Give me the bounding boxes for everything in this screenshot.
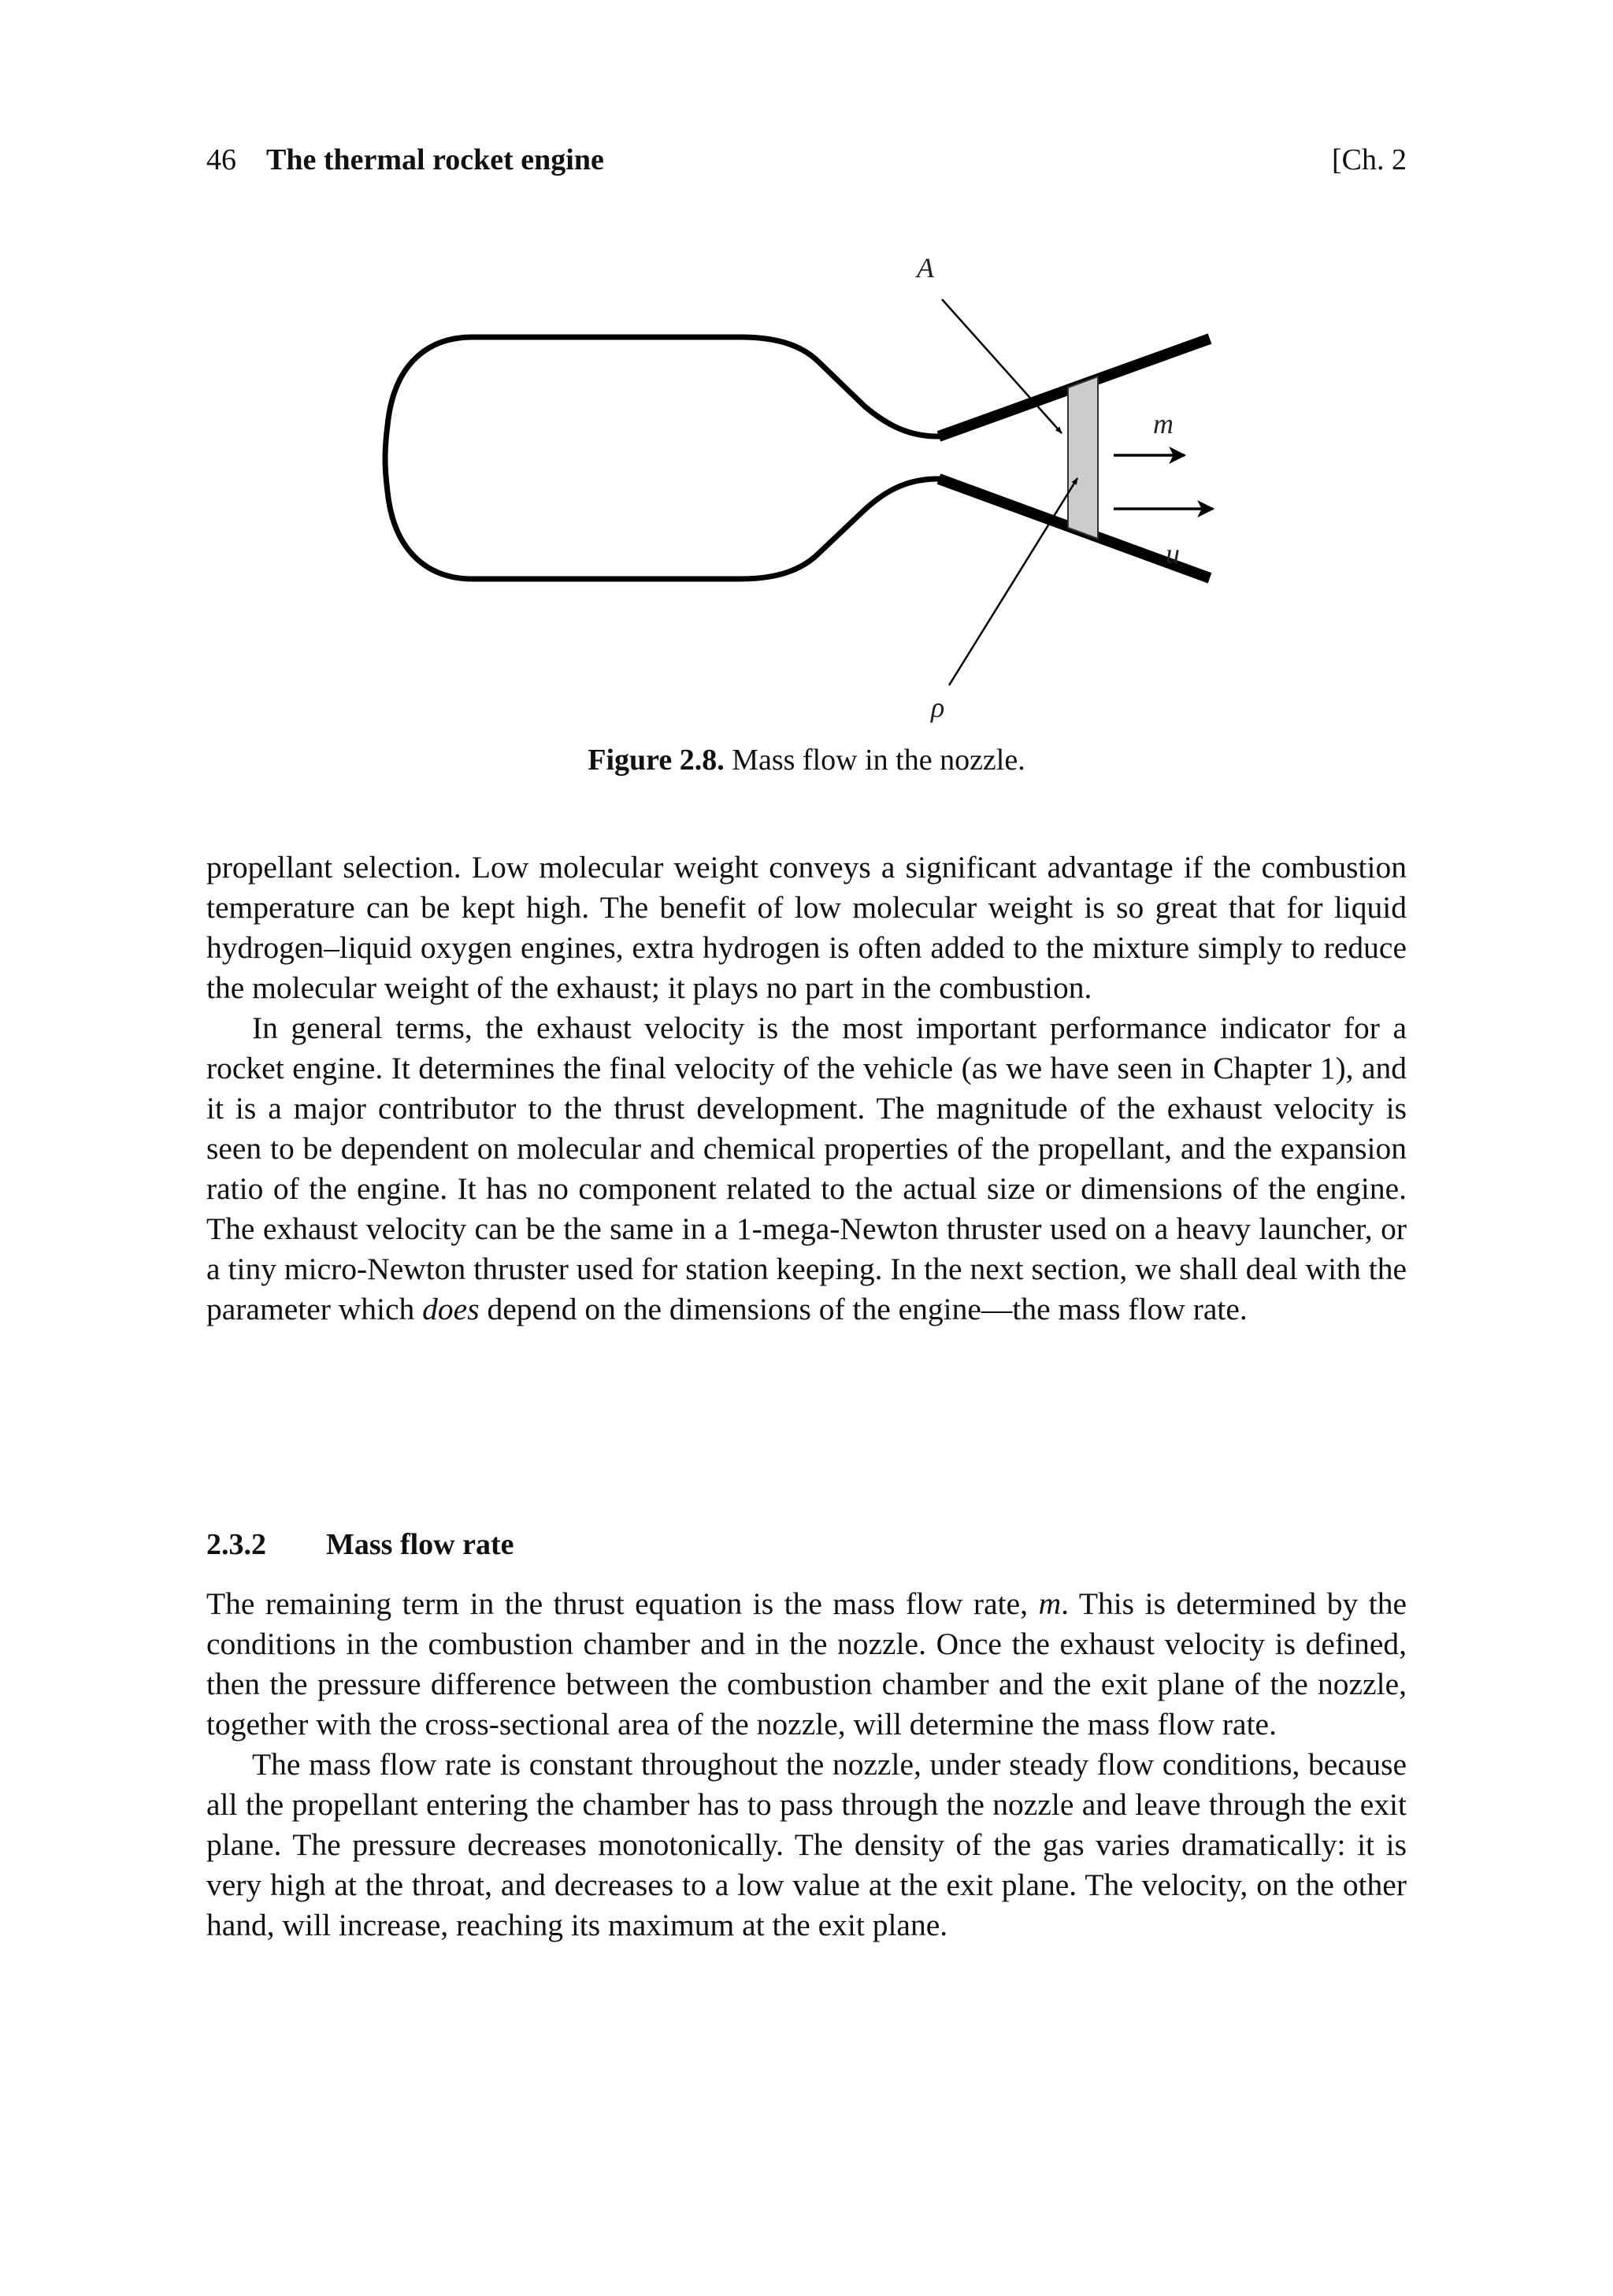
label-density: ρ bbox=[931, 692, 945, 723]
paragraph-exhaust-velocity bbox=[206, 1008, 1407, 1330]
paragraph-exhaust-velocity-text: In general terms, the exhaust velocity is the most important performance indicator for a rocket engine. It determines the final velocity of the vehicle (as we have seen in Chapter 1), and it is a major contributor to the thrust development. The magnitude of the exhaust velocity is seen to be dependent on molecular and chemical properties of the propellant, and the expansion ratio of the engine. It has no component related to the actual size or dimensions of the engine. The exhaust velocity can be the same in a 1-mega-Newton thruster used on a heavy launcher, or a tiny micro-Newton thruster used for station keeping. In the next section, we shall deal with the parameter which bbox=[206, 1011, 1407, 1326]
nozzle-figure bbox=[370, 244, 1252, 733]
running-head bbox=[206, 140, 1407, 180]
paragraph-exhaust-velocity-end: depend on the dimensions of the engine—the mass flow rate. bbox=[487, 1292, 1248, 1326]
label-velocity: u bbox=[1166, 538, 1180, 569]
emphasis-does: does bbox=[422, 1292, 480, 1326]
chamber-outline bbox=[385, 337, 941, 579]
paragraph-mass-flow-term-text: The remaining term in the thrust equation is the mass flow rate, bbox=[206, 1586, 1029, 1621]
paragraph-mass-flow-term bbox=[206, 1584, 1407, 1745]
label-area: A bbox=[917, 252, 934, 284]
figure-caption bbox=[0, 740, 1613, 780]
label-mass-flow: m bbox=[1153, 408, 1174, 440]
running-title: The thermal rocket engine bbox=[266, 143, 604, 176]
body-text-upper bbox=[206, 848, 1407, 1330]
paragraph-mass-flow-term-end: . This is determined by the conditions in the combustion chamber and in the nozzle. Once the exhaust velocity is defined, then the pressure difference between the combustion chamber and the exit plane of the nozzle, together with the cross-sectional area of the nozzle, will determine the mass flow rate. bbox=[206, 1586, 1407, 1741]
symbol-m: m bbox=[1038, 1586, 1062, 1621]
page-number: 46 bbox=[206, 143, 236, 176]
chapter-ref: [Ch. 2 bbox=[1332, 143, 1407, 176]
section-heading bbox=[206, 1525, 514, 1564]
nozzle-diagram bbox=[370, 244, 1252, 733]
exit-plane-slab bbox=[1068, 376, 1098, 539]
section-number: 2.3.2 bbox=[206, 1528, 266, 1561]
body-text-section bbox=[206, 1584, 1407, 1945]
caption-label: Figure 2.8. bbox=[588, 744, 725, 777]
caption-text: Mass flow in the nozzle. bbox=[732, 744, 1025, 777]
paragraph-propellant-selection: propellant selection. Low molecular weight conveys a significant advantage if the combustion temperature can be kept high. The benefit of low molecular weight is so great that for liquid hydrogen–liquid oxygen engines, extra hydrogen is often added to the mixture simply to reduce the molecular weight of the exhaust; it plays no part in the combustion. bbox=[206, 850, 1407, 1005]
paragraph-constant-mass-flow: The mass flow rate is constant throughout the nozzle, under steady flow conditions, because all the propellant entering the chamber has to pass through the nozzle and leave through the exit plane. The pressure decreases monotonically. The density of the gas varies dramatically: it is very high at the throat, and decreases to a low value at the exit plane. The velocity, on the other hand, will increase, reaching its maximum at the exit plane. bbox=[206, 1747, 1407, 1942]
section-title: Mass flow rate bbox=[326, 1528, 514, 1561]
